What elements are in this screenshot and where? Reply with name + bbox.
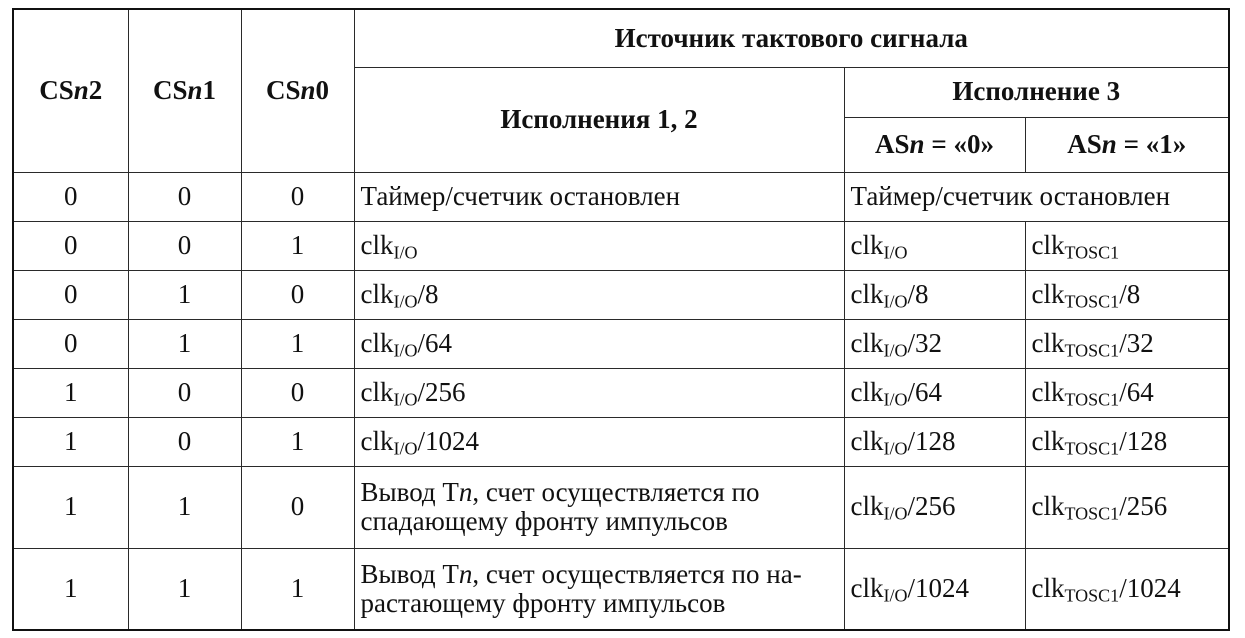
cell-as-0: clk$_{I/O}$/1024 [844,548,1025,630]
cell-as-1: clk$_{TOSC1}$ [1025,221,1229,270]
cell-versions-1-2: clk$_{I/O}$/8 [354,270,844,319]
cell-cs2: 0 [13,221,128,270]
cell-as-1: clk$_{TOSC1}$/256 [1025,466,1229,548]
cell-versions-1-2: clk$_{I/O}$ [354,221,844,270]
table-row [13,417,1229,466]
cell-cs2: 1 [13,368,128,417]
table-row [13,548,1229,630]
header-cs0: CSn0 [241,9,354,172]
cell-as-1: clk$_{TOSC1}$/128 [1025,417,1229,466]
cell-versions-1-2: clk$_{I/O}$/1024 [354,417,844,466]
cell-cs2: 1 [13,417,128,466]
cell-cs2: 0 [13,270,128,319]
cell-as-1: clk$_{TOSC1}$/64 [1025,368,1229,417]
cell-cs0: 1 [241,548,354,630]
table-row [13,221,1229,270]
cell-cs1: 1 [128,548,241,630]
cell-versions-1-2: clk$_{I/O}$/256 [354,368,844,417]
cell-cs0: 1 [241,319,354,368]
table-row [13,319,1229,368]
cell-cs1: 0 [128,368,241,417]
cell-as-0: clk$_{I/O}$/32 [844,319,1025,368]
cell-cs0: 0 [241,466,354,548]
cell-cs1: 0 [128,172,241,221]
header-as-0: ASn = «0» [844,117,1025,172]
cell-as-0: clk$_{I/O}$/256 [844,466,1025,548]
cell-as-0: clk$_{I/O}$/128 [844,417,1025,466]
header-row-1 [13,9,1229,67]
cell-version-3: Таймер/счетчик остановлен [844,172,1229,221]
cell-cs2: 1 [13,466,128,548]
cell-versions-1-2: clk$_{I/O}$/64 [354,319,844,368]
cell-as-1: clk$_{TOSC1}$/32 [1025,319,1229,368]
cell-versions-1-2: Вывод Tn, счет осуществляется по на-растающему фронту импульсов [354,548,844,630]
cell-cs1: 1 [128,319,241,368]
cell-cs1: 1 [128,270,241,319]
cell-cs2: 0 [13,172,128,221]
cell-as-1: clk$_{TOSC1}$/8 [1025,270,1229,319]
table-row [13,368,1229,417]
header-cs2: CSn2 [13,9,128,172]
header-as-1: ASn = «1» [1025,117,1229,172]
cell-cs0: 1 [241,417,354,466]
cell-cs1: 0 [128,221,241,270]
table-row [13,466,1229,548]
table-row [13,270,1229,319]
cell-versions-1-2: Таймер/счетчик остановлен [354,172,844,221]
cell-cs0: 0 [241,172,354,221]
table-row [13,172,1229,221]
header-versions-1-2: Исполнения 1, 2 [354,67,844,172]
cell-cs2: 1 [13,548,128,630]
cell-cs0: 0 [241,368,354,417]
cell-as-0: clk$_{I/O}$/64 [844,368,1025,417]
cell-versions-1-2: Вывод Tn, счет осуществляется по спадающему фронту импульсов [354,466,844,548]
cell-as-0: clk$_{I/O}$/8 [844,270,1025,319]
cell-cs2: 0 [13,319,128,368]
header-version-3: Исполнение 3 [844,67,1229,117]
cell-cs0: 1 [241,221,354,270]
cell-cs0: 0 [241,270,354,319]
header-cs1: CSn1 [128,9,241,172]
clock-source-table [12,8,1230,631]
cell-as-1: clk$_{TOSC1}$/1024 [1025,548,1229,630]
cell-cs1: 1 [128,466,241,548]
header-clock-source: Источник тактового сигнала [354,9,1229,67]
cell-cs1: 0 [128,417,241,466]
cell-as-0: clk$_{I/O}$ [844,221,1025,270]
